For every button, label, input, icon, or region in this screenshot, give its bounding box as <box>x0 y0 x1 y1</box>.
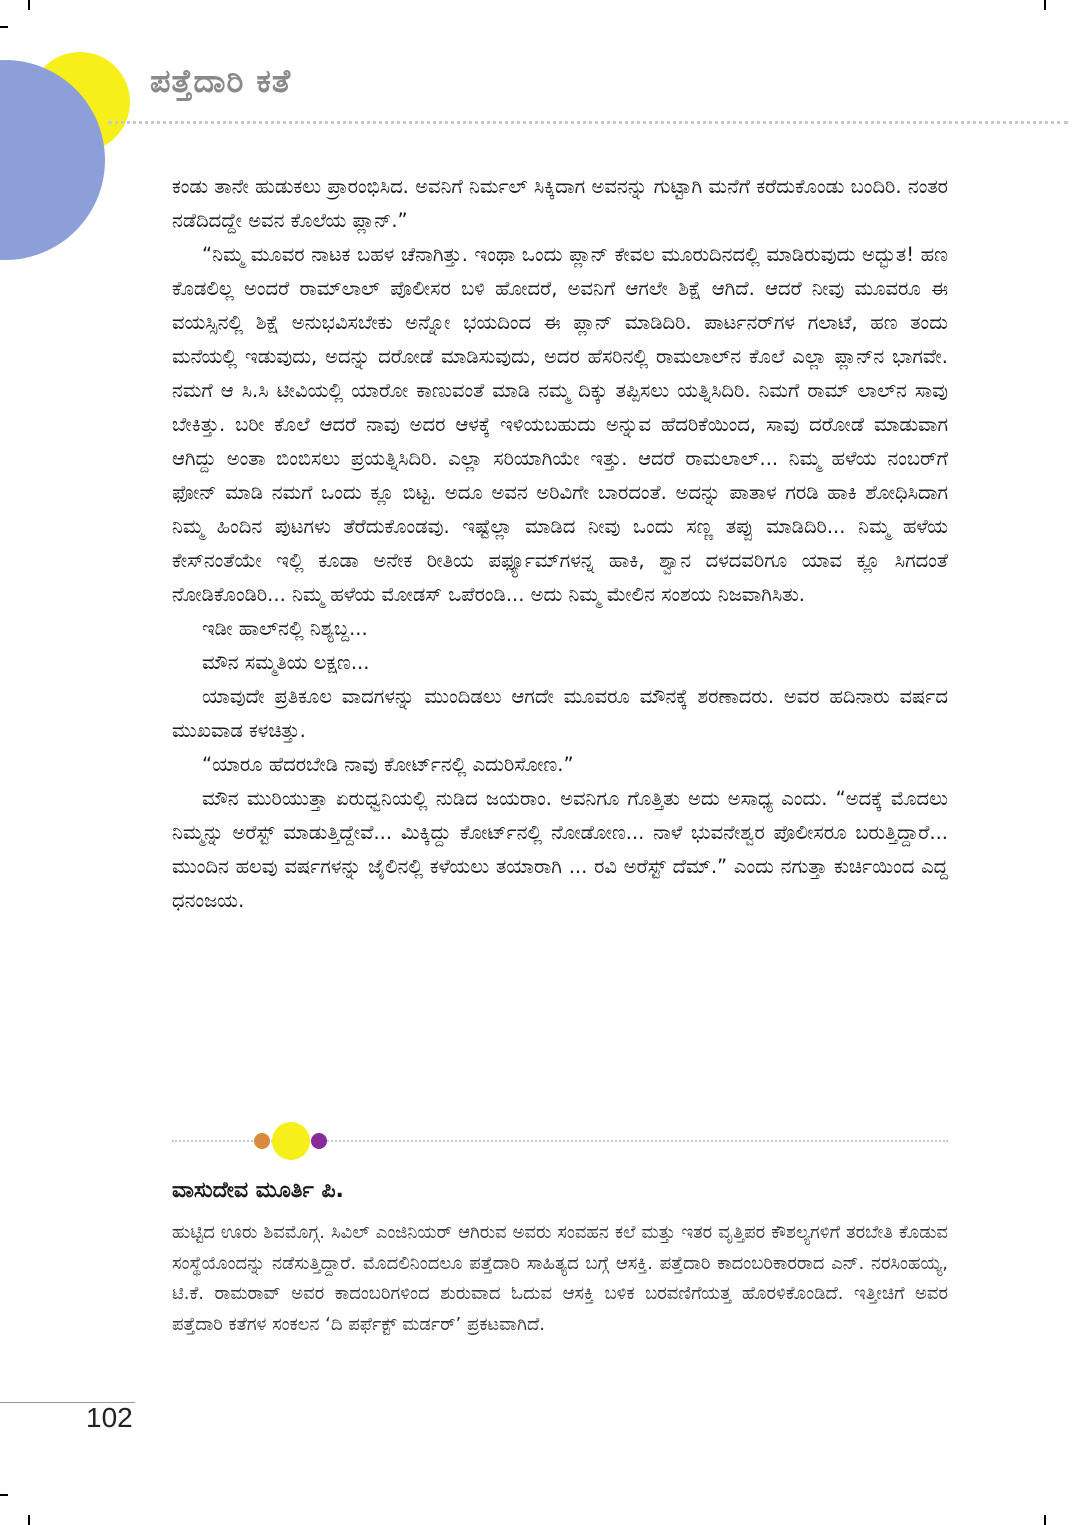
story-body <box>172 170 948 918</box>
header-dotted-rule <box>108 121 1068 124</box>
story-paragraph: ಇಡೀ ಹಾಲ್‌ನಲ್ಲಿ ನಿಶ್ಯಬ್ದ... <box>202 617 368 640</box>
story-paragraph: ಯಾವುದೇ ಪ್ರತಿಕೂಲ ವಾದಗಳನ್ನು ಮುಂದಿಡಲು ಆಗದೇ ಮೂವರೂ ಮೌನಕ್ಕೆ ಶರಣಾದರು. ಅವರ ಹದಿನಾರು ವರ್ಷದ ಮುಖವಾಡ ಕಳಚಿತ್ತು. <box>172 685 948 742</box>
author-bio: ಹುಟ್ಟಿದ ಊರು ಶಿವಮೊಗ್ಗ. ಸಿವಿಲ್ ಎಂಜಿನಿಯರ್ ಆಗಿರುವ ಅವರು ಸಂವಹನ ಕಲೆ ಮತ್ತು ಇತರ ವೃತ್ತಿಪರ ಕೌಶಲ್ಯಗಳಿಗೆ ತರಬೇತಿ ಕೊಡುವ ಸಂಸ್ಥೆಯೊಂದನ್ನು ನಡೆಸುತ್ತಿದ್ದಾರೆ. ಮೊದಲಿನಿಂದಲೂ ಪತ್ತೆದಾರಿ ಸಾಹಿತ್ಯದ ಬಗ್ಗೆ ಆಸಕ್ತಿ. ಪತ್ತೆದಾರಿ ಕಾದಂಬರಿಕಾರರಾದ ಎನ್. ನರಸಿಂಹಯ್ಯ, ಟಿ.ಕೆ. ರಾಮರಾವ್ ಅವರ ಕಾದಂಬರಿಗಳಿಂದ ಶುರುವಾದ ಓದುವ ಆಸಕ್ತಿ ಬಳಿಕ ಬರವಣಿಗೆಯತ್ತ ಹೊರಳಿಕೊಂಡಿದೆ. ಇತ್ತೀಚಿಗೆ ಅವರ ಪತ್ತೆದಾರಿ ಕತೆಗಳ ಸಂಕಲನ ‘ದಿ ಪರ್ಫೆಕ್ಟ್ ಮರ್ಡರ್’ ಪ್ರಕಟವಾಗಿದೆ. <box>172 1222 948 1335</box>
crop-mark-top-right <box>1044 0 1046 10</box>
yellow-dot <box>272 1122 310 1160</box>
orange-dot <box>254 1133 270 1149</box>
crop-mark-left-lower <box>0 1494 8 1496</box>
story-paragraph: ಮೌನ ಸಮ್ಮತಿಯ ಲಕ್ಷಣ... <box>202 651 370 674</box>
section-title: ಪತ್ತೆದಾರಿ ಕತೆ <box>150 62 292 100</box>
story-paragraph: “ನಿಮ್ಮ ಮೂವರ ನಾಟಕ ಬಹಳ ಚೆನಾಗಿತ್ತು. ಇಂಥಾ ಒಂದು ಪ್ಲಾನ್ ಕೇವಲ ಮೂರುದಿನದಲ್ಲಿ ಮಾಡಿರುವುದು ಅದ್ಭುತ! ಹಣ ಕೊಡಲಿಲ್ಲ ಅಂದರೆ ರಾಮ್‌ಲಾಲ್ ಪೊಲೀಸರ ಬಳಿ ಹೋದರೆ, ಅವನಿಗೆ ಆಗಲೇ ಶಿಕ್ಷೆ ಆಗಿದೆ. ಆದರೆ ನೀವು ಮೂವರೂ ಈ ವಯಸ್ಸಿನಲ್ಲಿ ಶಿಕ್ಷೆ ಅನುಭವಿಸಬೇಕು ಅನ್ನೋ ಭಯದಿಂದ ಈ ಪ್ಲಾನ್ ಮಾಡಿದಿರಿ. ಪಾರ್ಟನರ್‌ಗಳ ಗಲಾಟೆ, ಹಣ ತಂದು ಮನೆಯಲ್ಲಿ ಇಡುವುದು, ಅದನ್ನು ದರೋಡೆ ಮಾಡಿಸುವುದು, ಅದರ ಹೆಸರಿನಲ್ಲಿ ರಾಮಲಾಲ್‌ನ ಕೊಲೆ ಎಲ್ಲಾ ಪ್ಲಾನ್‌ನ ಭಾಗವೇ. ನಮಗೆ ಆ ಸಿ.ಸಿ ಟೀವಿಯಲ್ಲಿ ಯಾರೋ ಕಾಣುವಂತೆ ಮಾಡಿ ನಮ್ಮ ದಿಕ್ಕು ತಪ್ಪಿಸಲು ಯತ್ನಿಸಿದಿರಿ. ನಿಮಗೆ ರಾಮ್ ಲಾಲ್‌ನ ಸಾವು ಬೇಕಿತ್ತು. ಬರೀ ಕೊಲೆ ಆದರೆ ನಾವು ಅದರ ಆಳಕ್ಕೆ ಇಳಿಯಬಹುದು ಅನ್ನುವ ಹೆದರಿಕೆಯಿಂದ, ಸಾವು ದರೋಡೆ ಮಾಡುವಾಗ ಆಗಿದ್ದು ಅಂತಾ ಬಿಂಬಿಸಲು ಪ್ರಯತ್ನಿಸಿದಿರಿ. ಎಲ್ಲಾ ಸರಿಯಾಗಿಯೇ ಇತ್ತು. ಆದರೆ ರಾಮಲಾಲ್... ನಿಮ್ಮ ಹಳೆಯ ನಂಬರ್‌ಗೆ ಫೋನ್ ಮಾಡಿ ನಮಗೆ ಒಂದು ಕ್ಲೂ ಬಿಟ್ಟ. ಅದೂ ಅವನ ಅರಿವಿಗೇ ಬಾರದಂತೆ. ಅದನ್ನು ಪಾತಾಳ ಗರಡಿ ಹಾಕಿ ಶೋಧಿಸಿದಾಗ ನಿಮ್ಮ ಹಿಂದಿನ ಪುಟಗಳು ತೆರೆದುಕೊಂಡವು. ಇಷ್ಟೆಲ್ಲಾ ಮಾಡಿದ ನೀವು ಒಂದು ಸಣ್ಣ ತಪ್ಪು ಮಾಡಿದಿರಿ... ನಿಮ್ಮ ಹಳೆಯ ಕೇಸ್‌ನಂತೆಯೇ ಇಲ್ಲಿ ಕೂಡಾ ಅನೇಕ ರೀತಿಯ ಪರ್ಫ್ಯೂಮ್‌ಗಳನ್ನ ಹಾಕಿ, ಶ್ವಾನ ದಳದವರಿಗೂ ಯಾವ ಕ್ಲೂ ಸಿಗದಂತೆ ನೋಡಿಕೊಂಡಿರಿ... ನಿಮ್ಮ ಹಳೆಯ ಮೋಡಸ್ ಒಪೆರಂಡಿ... ಅದು ನಿಮ್ಮ ಮೇಲಿನ ಸಂಶಯ ನಿಜವಾಗಿಸಿತು. <box>172 243 948 606</box>
header-decoration <box>0 0 105 260</box>
author-name: ವಾಸುದೇವ ಮೂರ್ತಿ ಪಿ. <box>172 1178 344 1203</box>
purple-dot <box>311 1133 327 1149</box>
crop-mark-bottom-left <box>28 1515 30 1525</box>
crop-mark-bottom-right <box>1044 1515 1046 1525</box>
story-paragraph: ಮೌನ ಮುರಿಯುತ್ತಾ ಏರುಧ್ವನಿಯಲ್ಲಿ ನುಡಿದ ಜಯರಾಂ. ಅವನಿಗೂ ಗೊತ್ತಿತು ಅದು ಅಸಾಧ್ಯ ಎಂದು. “ಅದಕ್ಕೆ ಮೊದಲು ನಿಮ್ಮನ್ನು ಅರೆಸ್ಟ್ ಮಾಡುತ್ತಿದ್ದೇವೆ... ಮಿಕ್ಕಿದ್ದು ಕೋರ್ಟ್‌ನಲ್ಲಿ ನೋಡೋಣ... ನಾಳೆ ಭುವನೇಶ್ವರ ಪೊಲೀಸರೂ ಬರುತ್ತಿದ್ದಾರೆ... ಮುಂದಿನ ಹಲವು ವರ್ಷಗಳನ್ನು ಜೈಲಿನಲ್ಲಿ ಕಳೆಯಲು ತಯಾರಾಗಿ ... ರವಿ ಅರೆಸ್ಟ್ ದೆಮ್.” ಎಂದು ನಗುತ್ತಾ ಕುರ್ಚಿಯಿಂದ ಎದ್ದ ಧನಂಜಯ. <box>172 787 948 912</box>
page-number: 102 <box>86 1402 133 1433</box>
story-paragraph: “ಯಾರೂ ಹೆದರಬೇಡಿ ನಾವು ಕೋರ್ಟ್‌ನಲ್ಲಿ ಎದುರಿಸೋಣ.” <box>202 753 574 776</box>
story-paragraph: ಕಂಡು ತಾನೇ ಹುಡುಕಲು ಪ್ರಾರಂಭಿಸಿದ. ಅವನಿಗೆ ನಿರ್ಮಲ್ ಸಿಕ್ಕಿದಾಗ ಅವನನ್ನು ಗುಟ್ಟಾಗಿ ಮನೆಗೆ ಕರೆದುಕೊಂಡು ಬಂದಿರಿ. ನಂತರ ನಡೆದಿದದ್ದೇ ಅವನ ಕೊಲೆಯ ಪ್ಲಾನ್.” <box>172 175 948 232</box>
